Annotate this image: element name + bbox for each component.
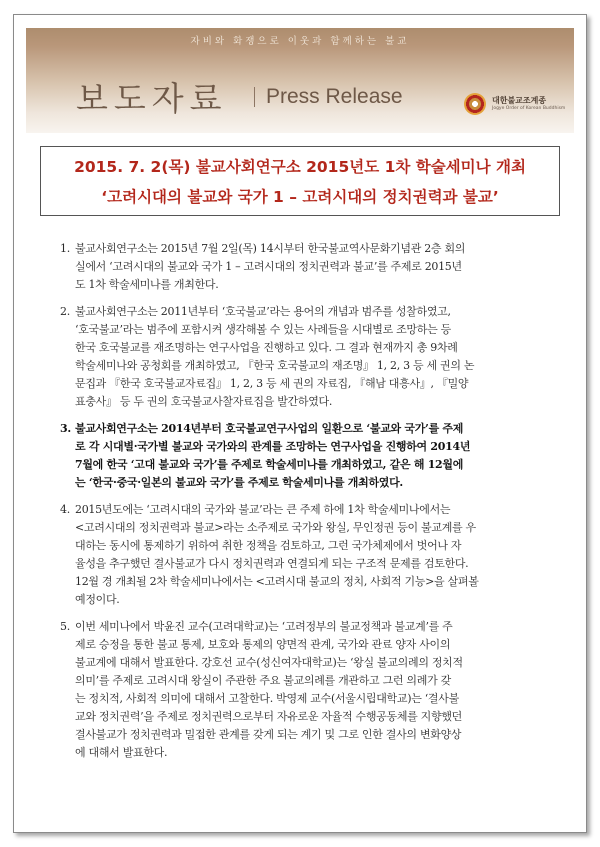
paragraph-line: 문집과 『한국 호국불교자료집』 1, 2, 3 등 세 권의 자료집, 『해남 대흥사』, 『밀양	[75, 377, 469, 390]
paragraph-line: 이번 세미나에서 박윤진 교수(고려대학교)는 ‘고려정부의 불교정책과 불교계’를 주	[75, 620, 453, 633]
banner-divider	[254, 87, 255, 107]
paragraph-line: 불교계에 대해서 발표한다. 강호선 교수(성신여자대학교)는 ‘왕실 불교의례의 정치적	[75, 656, 463, 669]
paragraph-line: 로 각 시대별·국가별 불교와 국가와의 관계를 조망하는 연구사업을 진행하여 2014년	[75, 440, 471, 453]
paragraph-2	[60, 303, 563, 411]
paragraph-line: 7월에 한국 ‘고대 불교와 국가’를 주제로 학술세미나를 개최하였고, 같은 해 12월에	[75, 458, 464, 471]
press-release-banner	[26, 28, 574, 133]
paragraph-5	[60, 618, 563, 762]
paragraph-line: 에 대해서 발표한다.	[75, 746, 168, 759]
paragraph-line: 한국 호국불교를 재조명하는 연구사업을 진행하고 있다. 그 결과 현재까지 총 9차례	[75, 341, 458, 354]
paragraph-line: 예정이다.	[75, 593, 120, 606]
logo-korean-name: 대한불교조계종	[492, 95, 547, 105]
paragraph-3	[60, 420, 563, 492]
paragraph-line: 제로 승정을 통한 불교 통제, 보호와 통제의 양면적 관계, 국가와 관료 양자 사이의	[75, 638, 451, 651]
paragraph-line: <고려시대의 정치권력과 불교>라는 소주제로 국가와 왕실, 무인정권 등이 불교계를 우	[75, 521, 476, 534]
logo-english-name: Jogye Order of Korean Buddhism	[492, 105, 566, 111]
paragraph-line: 실에서 ‘고려시대의 불교와 국가 1 – 고려시대의 정치권력과 불교’를 주제로 2015년	[75, 260, 462, 273]
paragraph-line: 대하는 동시에 통제하기 위하여 취한 정책을 검토하고, 그런 국가체제에서 벗어나 자	[75, 539, 462, 552]
paragraph-line: 12월 경 개최될 2차 학술세미나에서는 <고려시대 불교의 정치, 사회적 기능>을 살펴볼	[75, 575, 479, 588]
logo-text	[492, 97, 565, 112]
paragraph-4	[60, 501, 563, 609]
headline-line-2: ‘고려시대의 불교와 국가 1 – 고려시대의 정치권력과 불교’	[101, 188, 499, 206]
headline-line-1: 2015. 7. 2(목) 불교사회연구소 2015년도 1차 학술세미나 개최	[74, 158, 526, 176]
paragraph-line: 는 정치적, 사회적 의미에 대해서 고찰한다. 박영제 교수(서울시립대학교)는 ‘결사불	[75, 692, 459, 705]
paragraph-line: 불교사회연구소는 2014년부터 호국불교연구사업의 일환으로 ‘불교와 국가’를 주제	[75, 422, 464, 435]
paragraph-line: 학술세미나와 공청회를 개최하였고, 『한국 호국불교의 재조명』 1, 2, 3 등 세 권의 논	[75, 359, 475, 372]
paragraph-line: 불교사회연구소는 2015년 7월 2일(목) 14시부터 한국불교역사문화기념관 2층 회의	[75, 242, 466, 255]
banner-title-korean: 보도자료	[76, 79, 228, 118]
banner-tagline: 자비와 화쟁으로 이웃과 함께하는 불교	[190, 36, 410, 47]
paragraph-number: 5.	[60, 620, 70, 633]
paragraph-line: 2015년도에는 ‘고려시대의 국가와 불교’라는 큰 주제 하에 1차 학술세미나에서는	[75, 503, 451, 516]
paragraph-number: 3.	[60, 422, 71, 435]
paragraph-line: ‘호국불교’라는 범주에 포함시켜 생각해볼 수 있는 사례들을 시대별로 조망하는 등	[75, 323, 451, 336]
banner-title-english: Press Release	[266, 85, 403, 108]
paragraph-number: 4.	[60, 503, 70, 516]
paragraph-number: 1.	[60, 242, 70, 255]
paragraph-line: 교와 정치권력’을 주제로 정치권력으로부터 자유로운 자율적 수행공동체를 지향했던	[75, 710, 462, 723]
paragraph-line: 는 ‘한국·중국·일본의 불교와 국가’를 주제로 학술세미나를 개최하였다.	[75, 476, 403, 489]
paragraph-number: 2.	[60, 305, 70, 318]
paragraph-line: 표충사』 등 두 권의 호국불교사찰자료집을 발간하였다.	[75, 395, 333, 408]
paragraph-line: 의미’를 주제로 고려시대 왕실이 주관한 주요 불교의례를 개관하고 그런 의례가 갖	[75, 674, 451, 687]
jogye-order-logo	[464, 93, 565, 115]
headline-box	[40, 146, 560, 216]
paragraph-line: 불교사회연구소는 2011년부터 ‘호국불교’라는 용어의 개념과 범주를 성찰하였고,	[75, 305, 451, 318]
press-release-body	[60, 240, 563, 771]
paragraph-line: 율성을 추구했던 결사불교가 다시 정치권력과 연결되게 되는 구조적 문제를 검토한다.	[75, 557, 469, 570]
paragraph-line: 결사불교가 정치권력과 밀접한 관계를 갖게 되는 계기 및 그로 인한 결사의 변화양상	[75, 728, 462, 741]
dharma-wheel-logo-icon	[464, 93, 486, 115]
paragraph-line: 도 1차 학술세미나를 개최한다.	[75, 278, 219, 291]
paragraph-1	[60, 240, 563, 294]
